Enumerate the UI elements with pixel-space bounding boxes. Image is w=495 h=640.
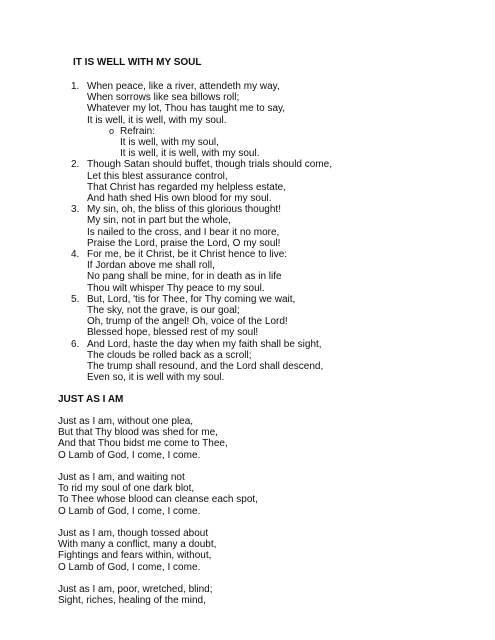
hymn-title-it-is-well: IT IS WELL WITH MY SOUL [73, 57, 202, 68]
stanza-line: O Lamb of God, I come, I come. [58, 561, 201, 573]
verse-line: My sin, oh, the bliss of this glorious thought! [87, 204, 281, 216]
verse-line: Though Satan should buffet, though trials should come, [87, 159, 332, 171]
verse-line: Let this blest assurance control, [87, 170, 228, 182]
refrain-item [109, 126, 370, 160]
circle-bullet-icon: o [109, 125, 115, 136]
verse-line: When peace, like a river, attendeth my way, [87, 81, 280, 92]
stanza-line: But that Thy blood was shed for me, [58, 427, 218, 439]
stanza [58, 528, 358, 573]
verse-line: It is well, it is well, with my soul. [87, 114, 227, 126]
verse-item [70, 294, 370, 339]
stanza-line: Just as I am, poor, wretched, blind; [58, 584, 213, 595]
verse-item [70, 81, 370, 159]
verse-number: 6. [71, 338, 80, 350]
stanza-line: Just as I am, though tossed about [58, 528, 209, 539]
verse-line: Is nailed to the cross, and I bear it no more, [87, 226, 280, 238]
refrain-line: It is well, it is well, with my soul. [120, 148, 260, 160]
stanza [58, 584, 358, 606]
verse-number: 1. [71, 81, 80, 92]
verse-item [70, 159, 370, 204]
verse-line: For me, be it Christ, be it Christ hence to live: [87, 249, 288, 261]
verse-line: The trump shall resound, and the Lord shall descend, [87, 361, 324, 373]
verse-line: And hath shed His own blood for my soul. [87, 193, 272, 205]
hymn-verse-list [70, 81, 370, 383]
stanza [58, 416, 358, 461]
verse-line: That Christ has regarded my helpless estate, [87, 181, 286, 193]
hymn-title-just-as-i-am: JUST AS I AM [58, 394, 124, 405]
verse-line: No pang shall be mine, for in death as in life [87, 271, 282, 283]
verse-line: But, Lord, 'tis for Thee, for Thy coming we wait, [87, 293, 296, 305]
verse-number: 2. [71, 159, 80, 171]
stanza-line: Just as I am, and waiting not [58, 472, 185, 483]
verse-line: My sin, not in part but the whole, [87, 215, 231, 227]
verse-number: 3. [71, 204, 80, 216]
verse-number: 5. [71, 293, 80, 305]
verse-line: Thou wilt whisper Thy peace to my soul. [87, 282, 265, 294]
verse-number: 4. [71, 249, 80, 261]
stanza-line: With many a conflict, many a doubt, [58, 539, 217, 551]
stanza-line: Sight, riches, healing of the mind, [58, 595, 206, 607]
hymn-stanzas [58, 416, 358, 618]
verse-line: Even so, it is well with my soul. [87, 372, 225, 384]
stanza-line: O Lamb of God, I come, I come. [58, 449, 201, 461]
stanza-line: To rid my soul of one dark blot, [58, 483, 195, 495]
stanza-line: And that Thou bidst me come to Thee, [58, 438, 228, 450]
verse-line: When sorrows like sea billows roll; [87, 92, 240, 104]
verse-item [70, 339, 370, 384]
verse-line: Oh, trump of the angel! Oh, voice of the Lord! [87, 316, 288, 328]
stanza-line: O Lamb of God, I come, I come. [58, 505, 201, 517]
verse-line: Blessed hope, blessed rest of my soul! [87, 327, 259, 339]
stanza [58, 472, 358, 517]
stanza-line: Just as I am, without one plea, [58, 416, 194, 427]
verse-line: If Jordan above me shall roll, [87, 260, 215, 272]
refrain-label: Refrain: [120, 125, 156, 137]
refrain-line: It is well, with my soul, [120, 137, 219, 149]
stanza-line: Fightings and fears within, without, [58, 550, 212, 562]
refrain-list [87, 126, 370, 160]
verse-line: The clouds be rolled back as a scroll; [87, 349, 252, 361]
verse-line: Whatever my lot, Thou has taught me to say, [87, 103, 286, 115]
verse-item [70, 249, 370, 294]
verse-line: The sky, not the grave, is our goal; [87, 305, 240, 317]
stanza-line: To Thee whose blood can cleanse each spot, [58, 494, 258, 506]
verse-item [70, 204, 370, 249]
verse-line: And Lord, haste the day when my faith shall be sight, [87, 338, 322, 350]
verse-line: Praise the Lord, praise the Lord, O my soul! [87, 237, 281, 249]
